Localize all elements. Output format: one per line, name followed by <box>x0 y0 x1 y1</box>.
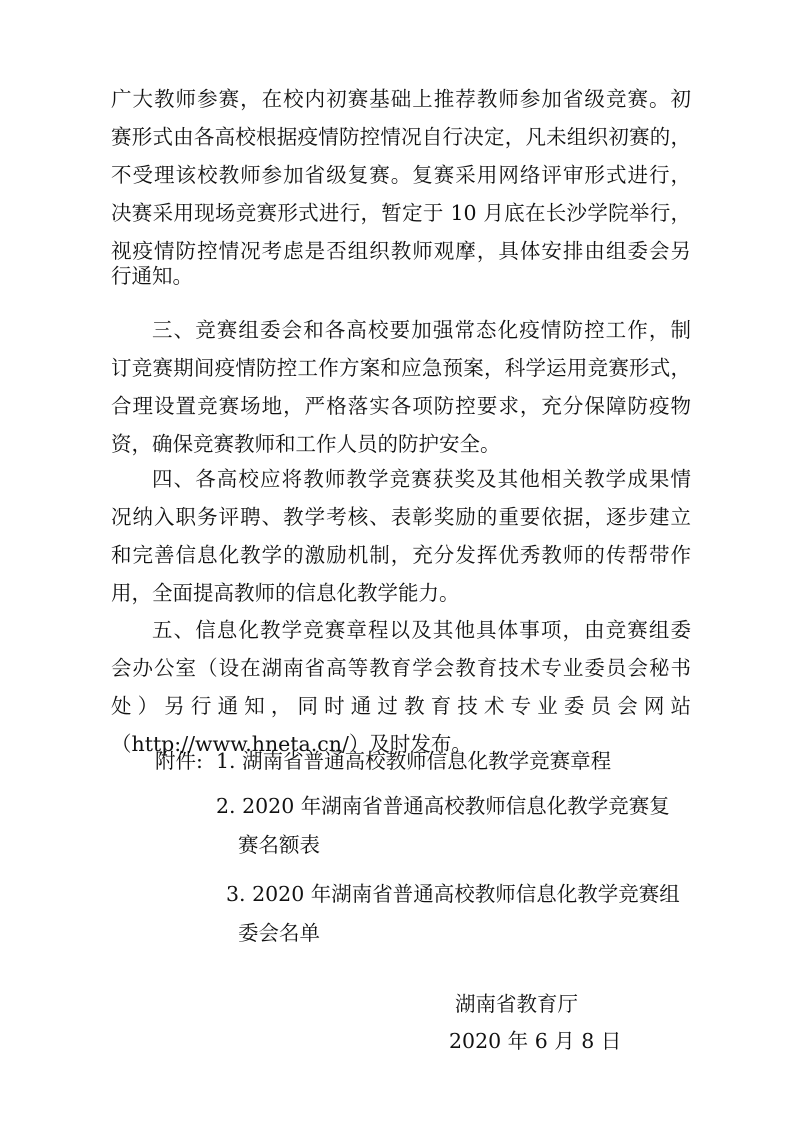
paragraph-line: 广大教师参赛，在校内初赛基础上推荐教师参加省级竞赛。初 <box>111 87 691 111</box>
paragraph-line: 会办公室（设在湖南省高等教育学会教育技术专业委员会秘书 <box>111 656 691 680</box>
attachments-label: 附件: <box>155 749 203 773</box>
paragraph-line: 况纳入职务评聘、教学考核、表彰奖励的重要依据，逐步建立 <box>111 505 691 529</box>
paragraph-line: 不受理该校教师参加省级复赛。复赛采用网络评审形式进行， <box>111 163 691 187</box>
paragraph-last-line: 用，全面提高教师的信息化教学能力。 <box>111 581 460 605</box>
paragraph-line: 处）另行通知，同时通过教育技术专业委员会网站 <box>111 694 691 718</box>
paragraph-last-line: 资，确保竞赛教师和工作人员的防护安全。 <box>111 432 501 456</box>
paragraph-line: 视疫情防控情况考虑是否组织教师观摩，具体安排由组委会另 <box>111 239 691 263</box>
paragraph-line: 合理设置竞赛场地，严格落实各项防控要求，充分保障防疫物 <box>111 394 691 418</box>
paragraph-line: 五、信息化教学竞赛章程以及其他具体事项，由竞赛组委 <box>152 618 691 642</box>
attachment-item-2: 2. 2020 年湖南省普通高校教师信息化教学竞赛复 <box>216 794 670 818</box>
paragraph-line: 三、竞赛组委会和各高校要加强常态化疫情防控工作，制 <box>152 318 691 342</box>
issuer-name: 湖南省教育厅 <box>455 992 578 1016</box>
attachment-item-1: 1. 湖南省普通高校教师信息化教学竞赛章程 <box>216 749 612 773</box>
attachment-item-3-continued: 委会名单 <box>238 921 320 945</box>
paragraph-line: 四、各高校应将教师教学竞赛获奖及其他相关教学成果情 <box>152 467 691 491</box>
attachment-item-3: 3. 2020 年湖南省普通高校教师信息化教学竞赛组 <box>226 882 680 906</box>
paragraph-last-line: 行通知。 <box>111 264 193 288</box>
paragraph-line: 赛形式由各高校根据疫情防控情况自行决定，凡未组织初赛的， <box>111 125 691 149</box>
issue-date: 2020 年 6 月 8 日 <box>449 1029 622 1053</box>
paragraph-line: 和完善信息化教学的激励机制，充分发挥优秀教师的传帮带作 <box>111 543 691 567</box>
paragraph-last-line: （http://www.hneta.cn/）及时发布。 <box>111 732 472 756</box>
paragraph-line: 订竞赛期间疫情防控工作方案和应急预案，科学运用竞赛形式， <box>111 356 691 380</box>
paragraph-line: 决赛采用现场竞赛形式进行，暂定于 10 月底在长沙学院举行， <box>111 201 691 225</box>
attachment-item-2-continued: 赛名额表 <box>238 833 320 857</box>
